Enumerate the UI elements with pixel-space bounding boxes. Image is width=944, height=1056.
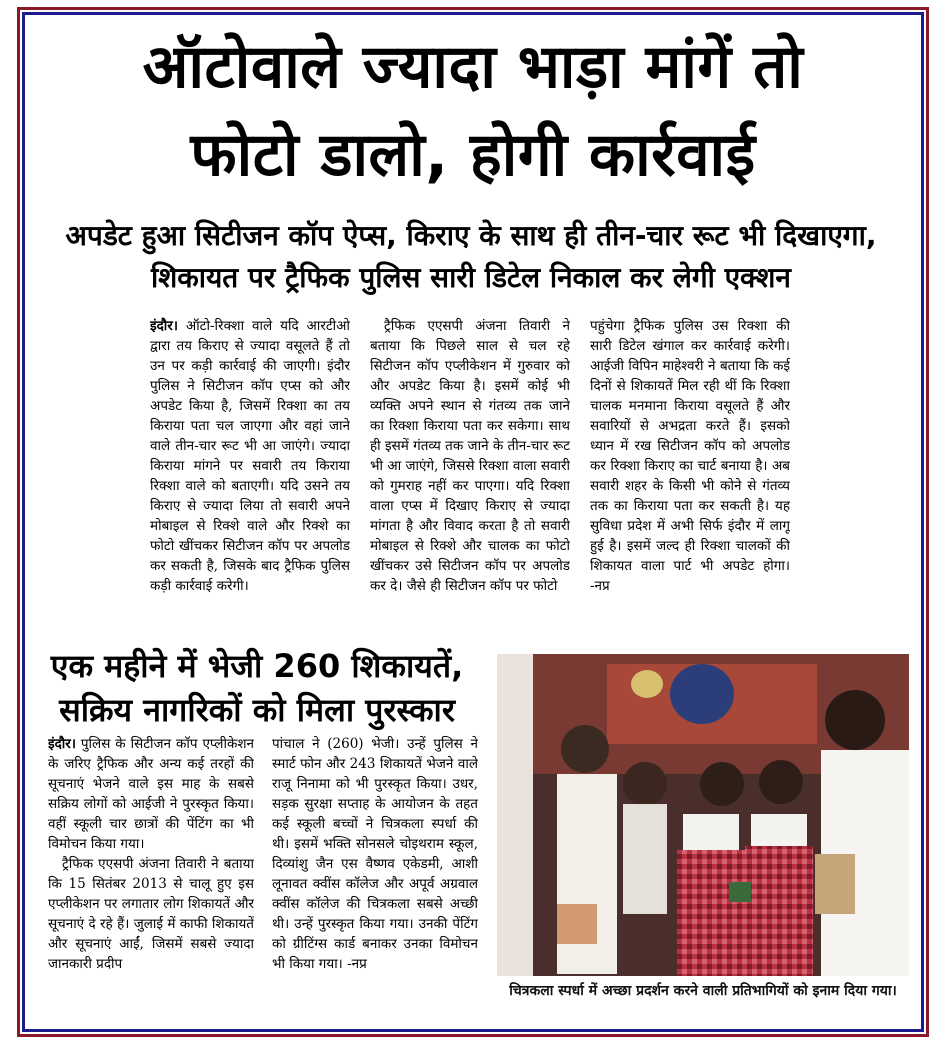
main-headline-line2: फोटो डालो, होगी कार्रवाई [190, 120, 756, 190]
article-column-2-text: ट्रैफिक एएसपी अंजना तिवारी ने बताया कि पिछले साल से चल रहे सिटीजन कॉप एप्लीकेशन में गुरुवार को और अपडेट किया है। इसमें कोई भी व्यक्ति अपने स्थान से गंतव्य तक जाने का रिक्शा किराया पता कर सकेगा। साथ ही इसमें गंतव्य तक जाने के तीन-चार रूट भी आ जाएंगे, जिससे रिक्शा वाला सवारी को गुमराह नहीं कर पाएगा। यदि रिक्शा वाला एप्स में दिखाए किराए से ज्यादा मांगता है और विवाद करता है तो सवारी मोबाइल से रिक्शे और चालक का फोटो खींचकर उसे सिटीजन कॉप पर अपलोड कर दे। जैसे ही सिटीजन कॉप पर फोटो [370, 318, 570, 594]
article-column-2 [370, 316, 570, 630]
article-column-1 [150, 316, 350, 630]
subheadline-line2: शिकायत पर ट्रैफिक पुलिस सारी डिटेल निकाल कर लेगी एक्शन [151, 261, 791, 294]
side-dateline: इंदौर। [48, 736, 76, 752]
side-column-1-para-1: पुलिस के सिटीजन कॉप एप्लीकेशन के जरिए ट्रैफिक और अन्य कई तरहों की सूचनाएं भेजने वाले इस माह के सबसे सक्रिय लोगों को आईजी ने पुरस्कृत किया। वहीं स्कूली चार छात्रों की पेंटिंग का भी विमोचन किया गया। [48, 736, 254, 852]
article-column-1-text: ऑटो-रिक्शा वाले यदि आरटीओ द्वारा तय किराए से ज्यादा वसूलते हैं तो उन पर कड़ी कार्रवाई की जाएगी। इंदौर पुलिस ने सिटीजन कॉप एप्स को और अपडेट किया है, जिसमें रिक्शा का तय किराया पता चल जाएगा और वहां जाने वाले तीन-चार रूट भी आ जाएंगे। ज्यादा किराया मांगने पर सवारी तय किराया रिक्शा वाले को बताएगी। यदि उसने तय किराए से ज्यादा लिया तो सवारी अपने मोबाइल से रिक्शे वाले और रिक्शे का फोटो खींचकर सिटीजन कॉप पर अपलोड कर सकती है, जिसके बाद ट्रैफिक पुलिस कड़ी कार्रवाई करेगी। [150, 318, 350, 594]
main-headline-line1: ऑटोवाले ज्यादा भाड़ा मांगें तो [142, 32, 804, 102]
side-headline-line1: एक महीने में भेजी 260 शिकायतें, [50, 647, 464, 685]
side-column-1-para-2: ट्रैफिक एएसपी अंजना तिवारी ने बताया कि 15 सितंबर 2013 से चालू हुए इस एप्लीकेशन पर लगातार लोग शिकायतें और सूचनाएं दे रहे हैं। जुलाई में काफी शिकायतें और सूचनाएं आईं, जिसमें सबसे ज्यादा जानकारी प्रदीप [48, 856, 254, 972]
photo-caption: चित्रकला स्पर्धा में अच्छा प्रदर्शन करने वाली प्रतिभागियों को इनाम दिया गया। [509, 983, 897, 999]
side-column-2 [272, 734, 478, 1012]
side-column-2-text: पांचाल ने (260) भेजी। उन्हें पुलिस ने स्मार्ट फोन और 243 शिकायतें भेजने वाले राजू निनामा को भी पुरस्कृत किया। उधर, सड़क सुरक्षा सप्ताह के आयोजन के तहत कई स्कूली बच्चों ने चित्रकला स्पर्धा की थी। इसमें भक्ति सोनसले चोइथराम स्कूल, दिव्यांशु जैन एस वैष्णव एकेडमी, आशी लूनावत क्वींस कॉलेज और अपूर्व अग्रवाल क्वींस कॉलेज की चित्रकला सबसे अच्छी थी। उन्हें पुरस्कृत किया गया। उनकी पेंटिंग को ग्रीटिंग्स कार्ड बनाकर उनका विमोचन भी किया गया। -नप्र [272, 736, 478, 972]
side-column-1 [48, 734, 254, 1012]
award-photo-illustration [497, 654, 909, 976]
dateline: इंदौर। [150, 318, 178, 334]
award-photo [497, 654, 909, 976]
side-headline-line2: सक्रिय नागरिकों को मिला पुरस्कार [59, 691, 455, 729]
article-column-3 [590, 316, 790, 630]
article-column-3-text: पहुंचेगा ट्रैफिक पुलिस उस रिक्शा की सारी डिटेल खंगाल कर कार्रवाई करेगी। आईजी विपिन माहेश्वरी ने बताया कि कई दिनों से शिकायतें मिल रही थीं कि रिक्शा चालक मनमाना किराया वसूलते हैं और सवारियों से अभद्रता करते हैं। इसको ध्यान में रख सिटीजन कॉप को अपलोड कर रिक्शा किराए का चार्ट बनाया है। अब सवारी शहर के किसी भी कोने से गंतव्य तक का किराया पता कर सकती है। यह सुविधा प्रदेश में अभी सिर्फ इंदौर में लागू हुई है। इसमें जल्द ही रिक्शा चालकों की शिकायत वाला पार्ट भी अपडेट होगा। -नप्र [590, 318, 790, 594]
subheadline-line1: अपडेट हुआ सिटीजन कॉप ऐप्स, किराए के साथ ही तीन-चार रूट भी दिखाएगा, [65, 219, 877, 252]
